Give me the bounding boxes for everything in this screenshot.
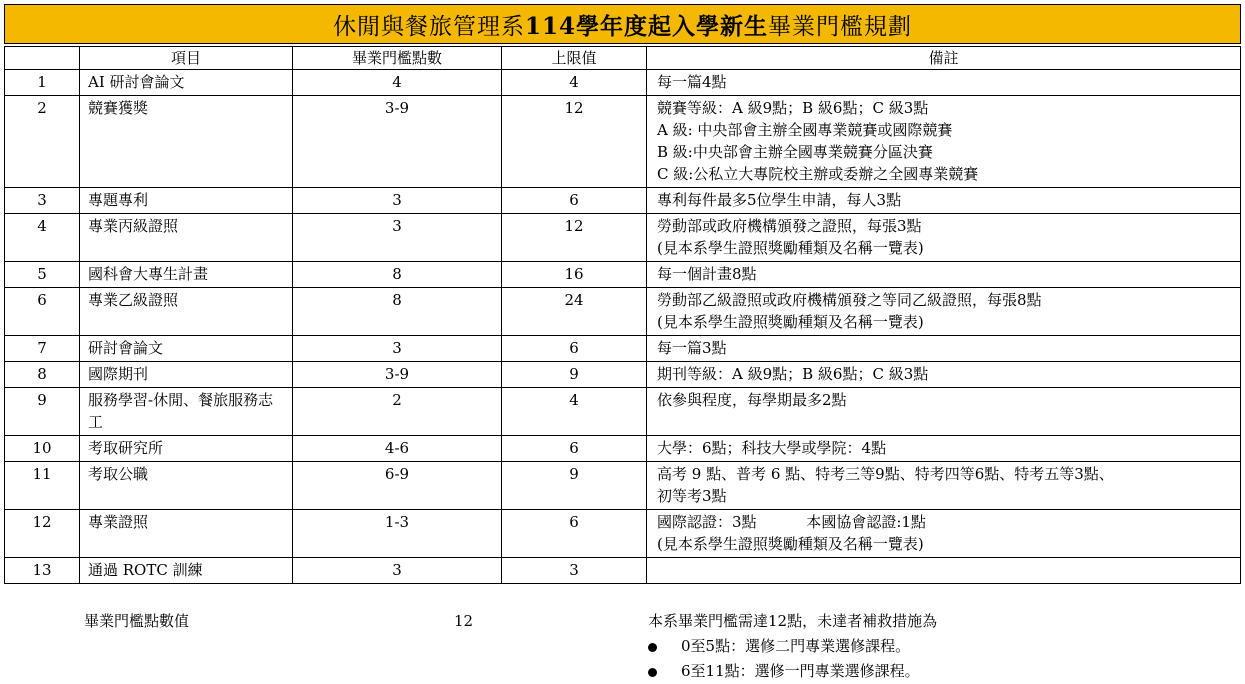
row-points: 8	[293, 288, 502, 336]
row-number: 2	[5, 96, 80, 188]
row-points: 3	[293, 188, 502, 214]
table-row	[5, 388, 1241, 436]
bullet-icon	[648, 668, 657, 677]
note-line: 每一篇4點	[657, 73, 727, 91]
row-max: 6	[502, 336, 647, 362]
row-max: 6	[502, 510, 647, 558]
note-line: A 級: 中央部會主辦全國專業競賽或國際競賽	[657, 121, 953, 139]
note-line	[657, 559, 1236, 581]
table-row	[5, 336, 1241, 362]
note-line: 高考 9 點、普考 6 點、特考三等9點、特考四等6點、特考五等3點、	[657, 465, 1114, 483]
row-number: 6	[5, 288, 80, 336]
row-item: 專業乙級證照	[80, 288, 293, 336]
note-line: (見本系學生證照獎勵種類及名稱一覽表)	[657, 535, 924, 553]
row-points: 4	[293, 70, 502, 96]
row-item: 國際期刊	[80, 362, 293, 388]
list-item: 6至11點：選修一門專業選修課程。	[648, 660, 920, 683]
page-title	[4, 4, 1241, 44]
note-line: 每一個計畫8點	[657, 265, 757, 283]
header-max: 上限值	[502, 47, 647, 70]
note-line: 大學：6點；科技大學或學院：4點	[657, 439, 887, 457]
row-max: 12	[502, 96, 647, 188]
row-item: 專業丙級證照	[80, 214, 293, 262]
row-notes	[647, 510, 1241, 558]
note-line: 勞動部或政府機構頒發之證照，每張3點	[657, 217, 922, 235]
note-line: (見本系學生證照獎勵種類及名稱一覽表)	[657, 313, 924, 331]
row-item: 考取研究所	[80, 436, 293, 462]
title-subject: 畢業門檻規劃	[768, 13, 912, 40]
table-row	[5, 362, 1241, 388]
note-line: 勞動部乙級證照或政府機構頒發之等同乙級證照，每張8點	[657, 291, 1042, 309]
row-item: 考取公職	[80, 462, 293, 510]
row-notes	[647, 262, 1241, 288]
note-line: 競賽等級：A 級9點；B 級6點；C 級3點	[657, 99, 929, 117]
table-row	[5, 558, 1241, 584]
row-number: 13	[5, 558, 80, 584]
header-points: 畢業門檻點數	[293, 47, 502, 70]
row-max: 16	[502, 262, 647, 288]
note-line: C 級:公私立大專院校主辦或委辦之全國專業競賽	[657, 165, 979, 183]
graduation-threshold-table	[4, 46, 1241, 584]
row-notes	[647, 96, 1241, 188]
row-points: 3	[293, 336, 502, 362]
row-points: 1-3	[293, 510, 502, 558]
note-line: 專利每件最多5位學生申請，每人3點	[657, 191, 902, 209]
row-notes	[647, 462, 1241, 510]
table-row	[5, 96, 1241, 188]
row-max: 4	[502, 70, 647, 96]
title-dept: 休閒與餐旅管理系	[332, 13, 525, 40]
table-row	[5, 288, 1241, 336]
row-max: 9	[502, 362, 647, 388]
row-max: 9	[502, 462, 647, 510]
row-notes	[647, 436, 1241, 462]
row-max: 3	[502, 558, 647, 584]
row-number: 10	[5, 436, 80, 462]
table-header-row	[5, 47, 1241, 70]
row-number: 4	[5, 214, 80, 262]
note-line: 期刊等級：A 級9點；B 級6點；C 級3點	[657, 365, 929, 383]
bullet-icon	[648, 643, 657, 652]
row-number: 7	[5, 336, 80, 362]
row-number: 11	[5, 462, 80, 510]
table-row	[5, 462, 1241, 510]
table-row	[5, 262, 1241, 288]
row-number: 9	[5, 388, 80, 436]
header-number	[5, 47, 80, 70]
note-line: 初等考3點	[657, 487, 727, 505]
row-item: 專業證照	[80, 510, 293, 558]
row-notes	[647, 214, 1241, 262]
row-points: 6-9	[293, 462, 502, 510]
row-points: 3-9	[293, 362, 502, 388]
row-number: 5	[5, 262, 80, 288]
table-row	[5, 70, 1241, 96]
row-number: 3	[5, 188, 80, 214]
row-item: AI 研討會論文	[80, 70, 293, 96]
note-line: (見本系學生證照獎勵種類及名稱一覽表)	[657, 239, 924, 257]
table-row	[5, 436, 1241, 462]
table-row	[5, 214, 1241, 262]
note-line: 依參與程度，每學期最多2點	[657, 391, 847, 409]
row-max: 6	[502, 188, 647, 214]
row-points: 3	[293, 214, 502, 262]
row-item: 國科會大專生計畫	[80, 262, 293, 288]
row-notes	[647, 336, 1241, 362]
row-item: 競賽獲獎	[80, 96, 293, 188]
footer-label: 畢業門檻點數值	[84, 612, 190, 630]
row-max: 4	[502, 388, 647, 436]
row-points: 8	[293, 262, 502, 288]
table-row	[5, 510, 1241, 558]
row-points: 4-6	[293, 436, 502, 462]
row-number: 1	[5, 70, 80, 96]
row-points: 3-9	[293, 96, 502, 188]
row-number: 12	[5, 510, 80, 558]
row-max: 24	[502, 288, 647, 336]
row-max: 6	[502, 436, 647, 462]
note-line: 每一篇3點	[657, 339, 727, 357]
row-item: 研討會論文	[80, 336, 293, 362]
row-points: 2	[293, 388, 502, 436]
row-notes	[647, 188, 1241, 214]
note-line: B 級:中央部會主辦全國專業競賽分區決賽	[657, 143, 933, 161]
row-item: 服務學習-休閒、餐旅服務志工	[80, 388, 293, 436]
row-notes	[647, 288, 1241, 336]
row-points: 3	[293, 558, 502, 584]
row-notes	[647, 388, 1241, 436]
row-item: 專題專利	[80, 188, 293, 214]
row-number: 8	[5, 362, 80, 388]
row-notes	[647, 558, 1241, 584]
footer-value: 12	[454, 612, 474, 630]
footer-note: 本系畢業門檻需達12點，未達者補救措施為	[648, 612, 938, 630]
row-item: 通過 ROTC 訓練	[80, 558, 293, 584]
row-max: 12	[502, 214, 647, 262]
note-line: 國際認證：3點 本國協會認證:1點	[657, 513, 926, 531]
table-row	[5, 188, 1241, 214]
row-notes	[647, 70, 1241, 96]
header-notes: 備註	[647, 47, 1241, 70]
title-cohort: 114學年度起入學新生	[524, 12, 768, 40]
header-item: 項目	[80, 47, 293, 70]
list-item: 0至5點：選修二門專業選修課程。	[648, 635, 910, 658]
row-notes	[647, 362, 1241, 388]
